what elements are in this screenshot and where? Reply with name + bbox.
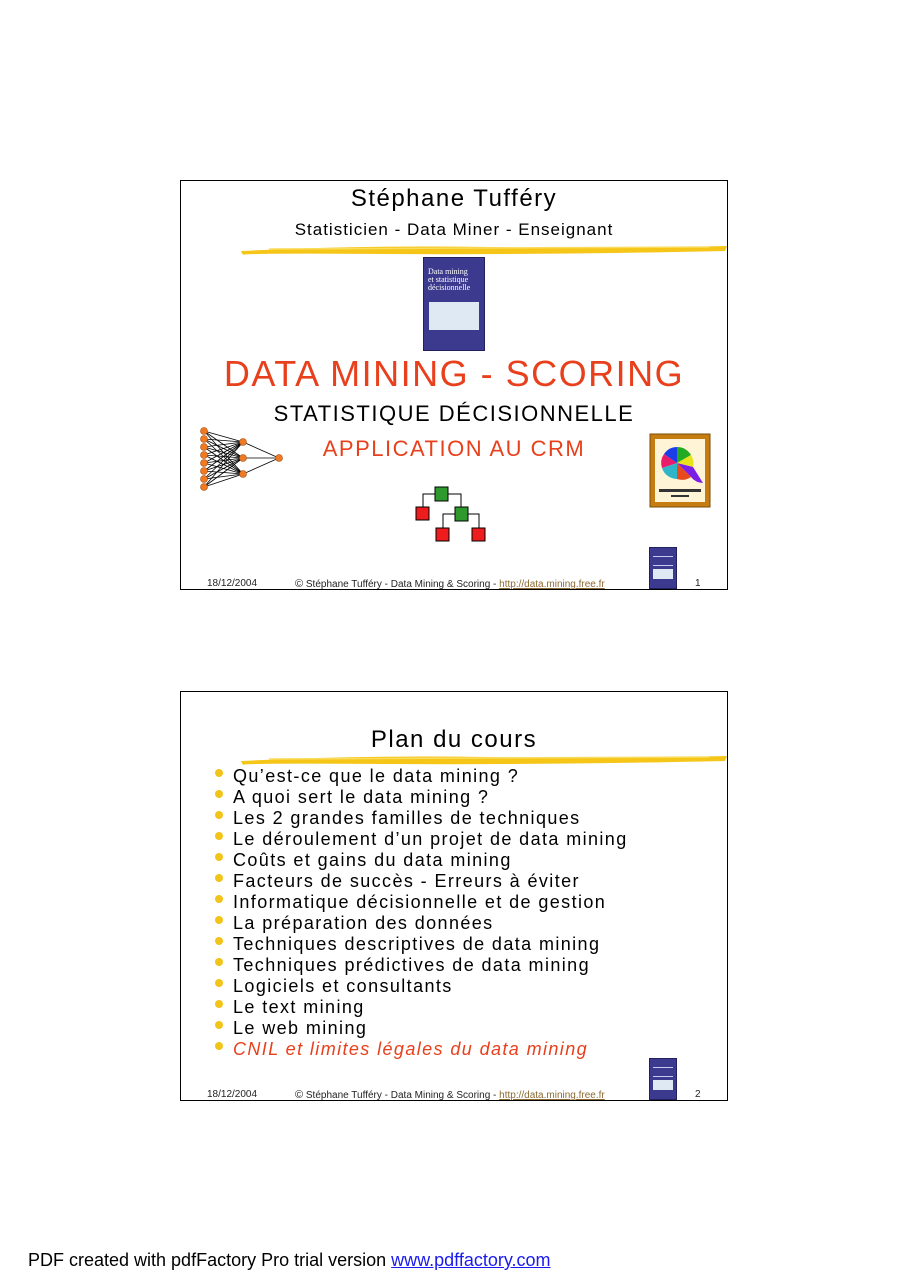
bullet-icon: [215, 895, 223, 903]
highlight-brush-stroke: [239, 243, 729, 257]
book-title-line: Data mining: [428, 267, 468, 276]
list-item: Coûts et gains du data mining: [215, 850, 628, 871]
list-item: Le text mining: [215, 997, 628, 1018]
pdf-creator-notice: [28, 1250, 551, 1271]
decision-tree-icon: [411, 485, 491, 545]
website-link[interactable]: http://data.mining.free.fr: [499, 1090, 605, 1101]
bullet-icon: [215, 979, 223, 987]
book-title-line: décisionnelle: [428, 283, 471, 292]
copyright-text: Stéphane Tufféry - Data Mining & Scoring -: [305, 579, 500, 590]
bullet-icon: [215, 916, 223, 924]
pdf-notice-text: PDF created with pdfFactory Pro trial version: [28, 1250, 392, 1270]
slide-number: 1: [695, 578, 701, 589]
list-item: Le web mining: [215, 1018, 628, 1039]
main-title: DATA MINING - SCORING: [223, 353, 685, 394]
slide-date: 18/12/2004: [207, 578, 258, 589]
list-item: Techniques descriptives de data mining: [215, 934, 628, 955]
small-book-cover-icon: [649, 547, 677, 589]
plan-list: [215, 766, 628, 1060]
copyright-symbol: ©: [295, 1089, 304, 1101]
slide-date: 18/12/2004: [207, 1089, 258, 1100]
plan-title: Plan du cours: [370, 726, 538, 753]
list-item: Facteurs de succès - Erreurs à éviter: [215, 871, 628, 892]
slide-1: [180, 180, 728, 590]
bullet-icon: [215, 769, 223, 777]
pdffactory-link[interactable]: www.pdffactory.com: [391, 1250, 551, 1270]
small-book-cover-icon: [649, 1058, 677, 1100]
subtitle-statistique: STATISTIQUE DÉCISIONNELLE: [273, 401, 635, 426]
bullet-icon: [215, 853, 223, 861]
copyright-text: Stéphane Tufféry - Data Mining & Scoring -: [305, 1090, 500, 1101]
neural-network-icon: [199, 427, 283, 493]
bullet-icon: [215, 832, 223, 840]
bullet-icon: [215, 874, 223, 882]
list-item: Techniques prédictives de data mining: [215, 955, 628, 976]
highlight-brush-stroke: [239, 753, 729, 767]
list-item: Le déroulement d’un projet de data mining: [215, 829, 628, 850]
slide-2: [180, 691, 728, 1101]
bullet-icon: [215, 958, 223, 966]
bullet-icon: [215, 1021, 223, 1029]
bullet-icon: [215, 937, 223, 945]
list-item: La préparation des données: [215, 913, 628, 934]
pie-chart-board-icon: [649, 433, 711, 509]
bullet-icon: [215, 790, 223, 798]
list-item: Qu’est-ce que le data mining ?: [215, 766, 628, 787]
author-name: Stéphane Tufféry: [350, 185, 558, 212]
book-title-line: et statistique: [428, 275, 469, 284]
list-item: Informatique décisionnelle et de gestion: [215, 892, 628, 913]
list-item: Logiciels et consultants: [215, 976, 628, 997]
bullet-icon: [215, 1000, 223, 1008]
bullet-icon: [215, 1042, 223, 1050]
copyright-symbol: ©: [295, 578, 304, 590]
list-item-highlighted: CNIL et limites légales du data mining: [215, 1039, 628, 1060]
list-item: A quoi sert le data mining ?: [215, 787, 628, 808]
list-item: Les 2 grandes familles de techniques: [215, 808, 628, 829]
book-cover-image: [423, 257, 485, 351]
slide-copyright: [295, 578, 605, 590]
subtitle-crm: APPLICATION AU CRM: [322, 436, 586, 461]
website-link[interactable]: http://data.mining.free.fr: [499, 579, 605, 590]
slide-number: 2: [695, 1089, 701, 1100]
bullet-icon: [215, 811, 223, 819]
author-subtitle: Statisticien - Data Miner - Enseignant: [294, 220, 614, 239]
slide-copyright: [295, 1089, 605, 1101]
